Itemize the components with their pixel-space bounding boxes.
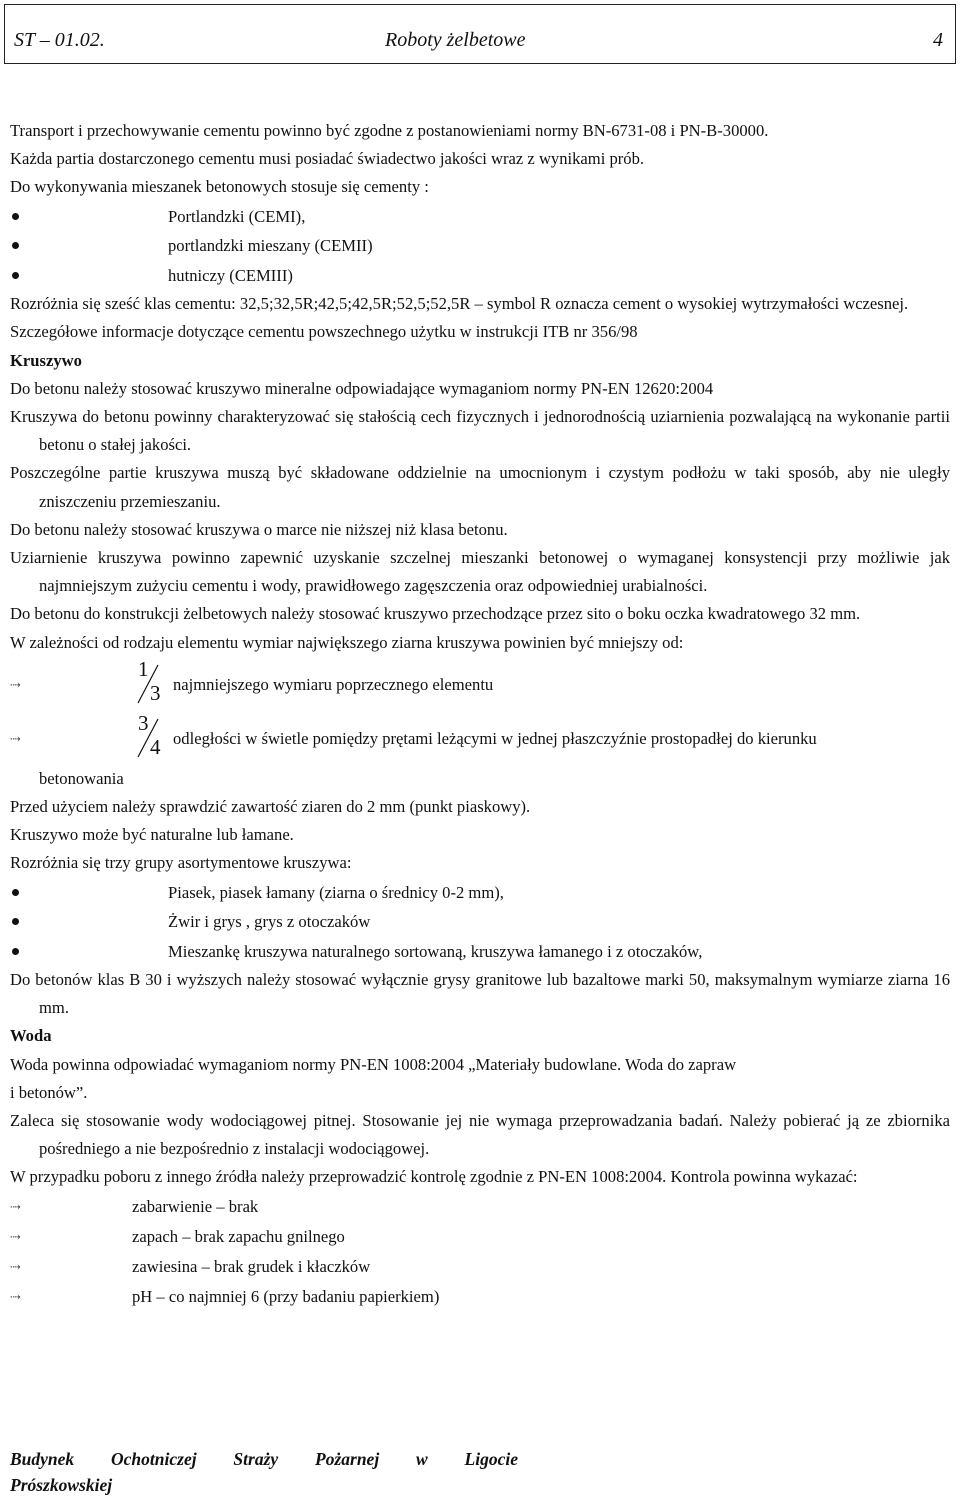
water-check-item <box>10 1192 950 1222</box>
paragraph: Szczegółowe informacje dotyczące cementu powszechnego użytku w instrukcji ITB nr 356/98 <box>10 322 638 342</box>
water-check-item <box>10 1222 950 1252</box>
paragraph: Rozróżnia się trzy grupy asortymentowe kruszywa: <box>10 853 352 873</box>
water-check-item <box>10 1252 950 1282</box>
section-title: Roboty żelbetowe <box>385 29 526 51</box>
page-header <box>4 4 956 64</box>
paragraph: Woda powinna odpowiadać wymaganiom normy PN-EN 1008:2004 „Materiały budowlane. Woda do zapraw <box>10 1054 737 1074</box>
paragraph: Przed użyciem należy sprawdzić zawartość ziaren do 2 mm (punkt piaskowy). <box>10 796 531 816</box>
paragraph: Do wykonywania mieszanek betonowych stosuje się cementy : <box>10 177 429 197</box>
arrow-icon: ⇢ <box>10 1228 21 1244</box>
paragraph: Transport i przechowywanie cementu powinno być zgodne z postanowieniami normy BN-6731-08 i PN-B-30000. <box>10 121 769 140</box>
section-heading-woda: Woda <box>10 1026 52 1046</box>
paragraph: Poszczególne partie kruszywa muszą być składowane oddzielnie na umocnionym i czystym podłożu w taki sposób, aby nie uległy zniszczeniu przemieszaniu. <box>10 463 950 511</box>
paragraph: Do betonu należy stosować kruszywo mineralne odpowiadające wymaganiom normy PN-EN 12620:2004 <box>10 378 714 398</box>
aggregate-bullet-item: Mieszankę kruszywa naturalnego sortowaną, kruszywa łamanego i z otoczaków, <box>10 937 950 967</box>
arrow-icon: ⇢ <box>10 1288 21 1304</box>
fraction-denominator: 3 <box>150 680 161 705</box>
paragraph: Zaleca się stosowanie wody wodociągowej pitnej. Stosowanie jej nie wymaga przeprowadzania badań. Należy pobierać ją ze zbiornika pośredniego a nie bezpośrednio z instalacji wodociągowej. <box>10 1111 950 1159</box>
fraction-numerator: 3 <box>138 710 149 735</box>
paragraph: Do betonów klas B 30 i wyższych należy stosować wyłącznie grysy granitowe lub bazaltowe marki 50, maksymalnym wymiarze ziarna 16 mm. <box>10 970 950 1018</box>
fraction-item <box>10 710 950 765</box>
footer-line: Budynek Ochotniczej Straży Pożarnej w Ligocie <box>10 1449 518 1469</box>
paragraph: W przypadku poboru z innego źródła należy przeprowadzić kontrolę zgodnie z PN-EN 1008:2004. Kontrola powinna wykazać: <box>10 1167 858 1187</box>
paragraph: Do betonu do konstrukcji żelbetowych należy stosować kruszywo przechodzące przez sito o boku oczka kwadratowego 32 mm. <box>10 604 861 624</box>
spec-code: ST – 01.02. <box>14 29 105 51</box>
fraction-text: najmniejszego wymiaru poprzecznego elementu <box>173 674 494 694</box>
fraction-slash <box>125 710 171 765</box>
water-check-text: zawiesina – brak grudek i kłaczków <box>132 1256 371 1276</box>
paragraph: Każda partia dostarczonego cementu musi posiadać świadectwo jakości wraz z wynikami prób. <box>10 149 645 169</box>
fraction-numerator: 1 <box>138 656 149 681</box>
cement-bullet-item: portlandzki mieszany (CEMII) <box>10 231 950 261</box>
paragraph: Rozróżnia się sześć klas cementu: 32,5;32,5R;42,5;42,5R;52,5;52,5R – symbol R oznacza cement o wysokiej wytrzymałości wczesnej. <box>10 294 909 314</box>
arrow-icon: ⇢ <box>10 676 21 692</box>
page-number: 4 <box>933 29 943 51</box>
arrow-icon: ⇢ <box>10 1198 21 1214</box>
arrow-icon: ⇢ <box>10 1258 21 1274</box>
paragraph: i betonów”. <box>10 1082 88 1102</box>
arrow-icon: ⇢ <box>10 730 21 746</box>
cement-bullet-item: Portlandzki (CEMI), <box>10 202 950 232</box>
fraction-denominator: 4 <box>150 734 161 759</box>
paragraph: W zależności od rodzaju elementu wymiar największego ziarna kruszywa powinien być mniejszy od: <box>10 632 684 652</box>
fraction-slash <box>125 656 171 711</box>
page-footer <box>10 1446 518 1498</box>
fraction-item <box>10 656 950 711</box>
footer-line: Prószkowskiej <box>10 1475 113 1495</box>
paragraph: betonowania <box>39 768 124 788</box>
aggregate-bullet-item: Piasek, piasek łamany (ziarna o średnicy 0-2 mm), <box>10 878 950 908</box>
paragraph: Uziarnienie kruszywa powinno zapewnić uzyskanie szczelnej mieszanki betonowej o wymaganej konsystencji przy możliwie jak najmniejszym zużyciu cementu i wody, prawidłowego zagęszczenia oraz odpowiedniej urabialności. <box>10 547 950 596</box>
paragraph: Do betonu należy stosować kruszywa o marce nie niższej niż klasa betonu. <box>10 519 508 539</box>
aggregate-bullet-item: Żwir i grys , grys z otoczaków <box>10 907 950 937</box>
paragraph: Kruszywo może być naturalne lub łamane. <box>10 825 294 845</box>
section-heading-kruszywo: Kruszywo <box>10 350 82 370</box>
fraction <box>125 710 171 765</box>
fraction <box>125 656 171 711</box>
water-check-item <box>10 1282 950 1312</box>
fraction-text: odległości w świetle pomiędzy prętami leżącymi w jednej płaszczyźnie prostopadłej do kierunku <box>173 728 817 748</box>
water-check-text: pH – co najmniej 6 (przy badaniu papierkiem) <box>132 1286 440 1306</box>
document-body <box>10 117 950 1312</box>
water-check-text: zapach – brak zapachu gnilnego <box>132 1226 345 1246</box>
paragraph: Kruszywa do betonu powinny charakteryzować się stałością cech fizycznych i jednorodnością uziarnienia pozwalającą na wykonanie partii betonu o stałej jakości. <box>10 406 950 455</box>
cement-bullet-item: hutniczy (CEMIII) <box>10 261 950 291</box>
water-check-text: zabarwienie – brak <box>132 1196 259 1216</box>
